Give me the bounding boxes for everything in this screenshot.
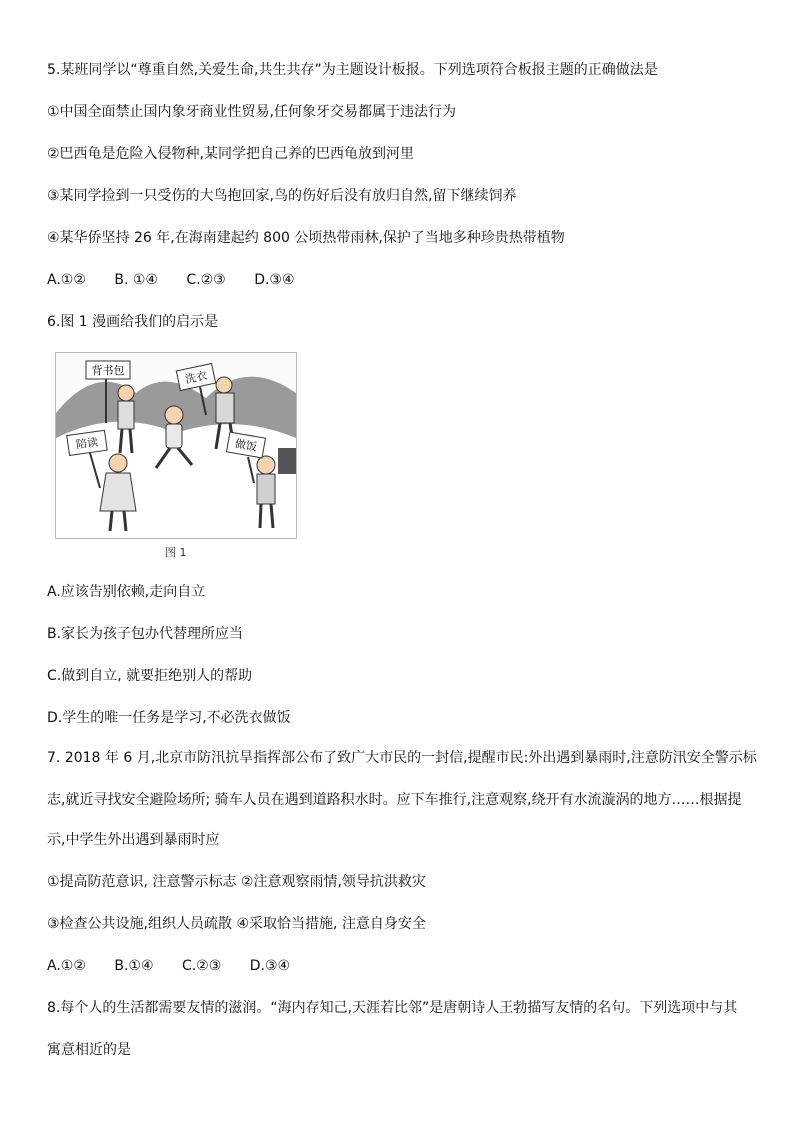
figure-caption: 图 1 (165, 546, 187, 559)
cartoon-illustration (56, 353, 296, 538)
parent-leg (130, 429, 132, 453)
q5-option-d[interactable]: D.③④ (254, 272, 295, 288)
grandfather-leg (271, 504, 273, 528)
q5-option-c[interactable]: C.②③ (186, 272, 226, 288)
q7-stem-line-1: 7. 2018 年 6 月,北京市防汛抗旱指挥部公布了致广大市民的一封信,提醒市民:外出遇到暴雨时,注意防汛安全警示标 (47, 750, 757, 766)
grandfather-leg (260, 504, 261, 528)
q6-option-c[interactable]: C.做到自立, 就要拒绝别人的帮助 (47, 668, 253, 684)
q6-stem: 6.图 1 漫画给我们的启示是 (47, 314, 219, 330)
q5-stem: 5.某班同学以“尊重自然,关爱生命,共生共存”为主题设计板报。下列选项符合板报主题的正确做法是 (47, 62, 658, 78)
q5-item-4: ④某华侨坚持 26 年,在海南建起约 800 公顷热带雨林,保护了当地多种珍贵热带植物 (47, 230, 565, 246)
grandfather-body (257, 474, 275, 504)
cartoon-figure (55, 352, 297, 539)
mother-leg (110, 511, 112, 531)
q5-options (47, 270, 319, 290)
q5-item-3: ③某同学捡到一只受伤的大鸟抱回家,鸟的伤好后没有放归自然,留下继续饲养 (47, 188, 517, 204)
q6-option-a[interactable]: A.应该告别依赖,走向自立 (47, 584, 206, 600)
q8-stem-line-2: 寓意相近的是 (47, 1042, 131, 1058)
q5-item-1: ①中国全面禁止国内象牙商业性贸易,任何象牙交易都属于违法行为 (47, 104, 456, 120)
q6-option-b[interactable]: B.家长为孩子包办代替理所应当 (47, 626, 244, 642)
q7-stem-line-3: 示,中学生外出遇到暴雨时应 (47, 832, 220, 848)
parent-body (118, 401, 134, 429)
sign-study-label: 陪读 (75, 435, 99, 452)
parent-head (118, 385, 134, 401)
mother-leg (124, 511, 126, 531)
sign-cooking-label: 做饭 (233, 437, 258, 454)
sign-backpack-label: 背书包 (91, 364, 125, 377)
grandfather-head (257, 456, 275, 474)
q7-option-b[interactable]: B.①④ (114, 958, 154, 974)
q7-stem-line-2: 志,就近寻找安全避险场所; 骑车人员在遇到道路积水时。应下车推行,注意观察,绕开有水流漩涡的地方……根据提 (47, 792, 742, 808)
q7-option-d[interactable]: D.③④ (249, 958, 291, 974)
grandmother-head (216, 377, 232, 393)
q7-option-c[interactable]: C.②③ (181, 958, 222, 974)
q6-option-d[interactable]: D.学生的唯一任务是学习,不必洗衣做饭 (47, 710, 291, 726)
mother-dress (100, 473, 136, 511)
background-object (278, 448, 296, 474)
parent-leg (120, 429, 122, 453)
q5-option-a[interactable]: A.①② (47, 272, 86, 288)
q8-stem-line-1: 8.每个人的生活都需要友情的滋润。“海内存知己,天涯若比邻”是唐朝诗人王勃描写友情的名句。下列选项中与其 (47, 1000, 738, 1016)
q7-option-a[interactable]: A.①② (47, 958, 86, 974)
child-body (166, 424, 182, 448)
mother-head (109, 454, 127, 472)
child-head (165, 406, 183, 424)
q7-options (47, 956, 314, 976)
grandmother-body (216, 393, 234, 423)
q5-item-2: ②巴西龟是危险入侵物种,某同学把自己养的巴西龟放到河里 (47, 146, 414, 162)
q7-items-line-1: ①提高防范意识, 注意警示标志 ②注意观察雨情,领导抗洪救灾 (47, 874, 426, 890)
sign-laundry-label: 洗衣 (183, 368, 209, 387)
q5-option-b[interactable]: B. ①④ (114, 272, 158, 288)
q7-items-line-2: ③检查公共设施,组织人员疏散 ④采取恰当措施, 注意自身安全 (47, 916, 426, 932)
